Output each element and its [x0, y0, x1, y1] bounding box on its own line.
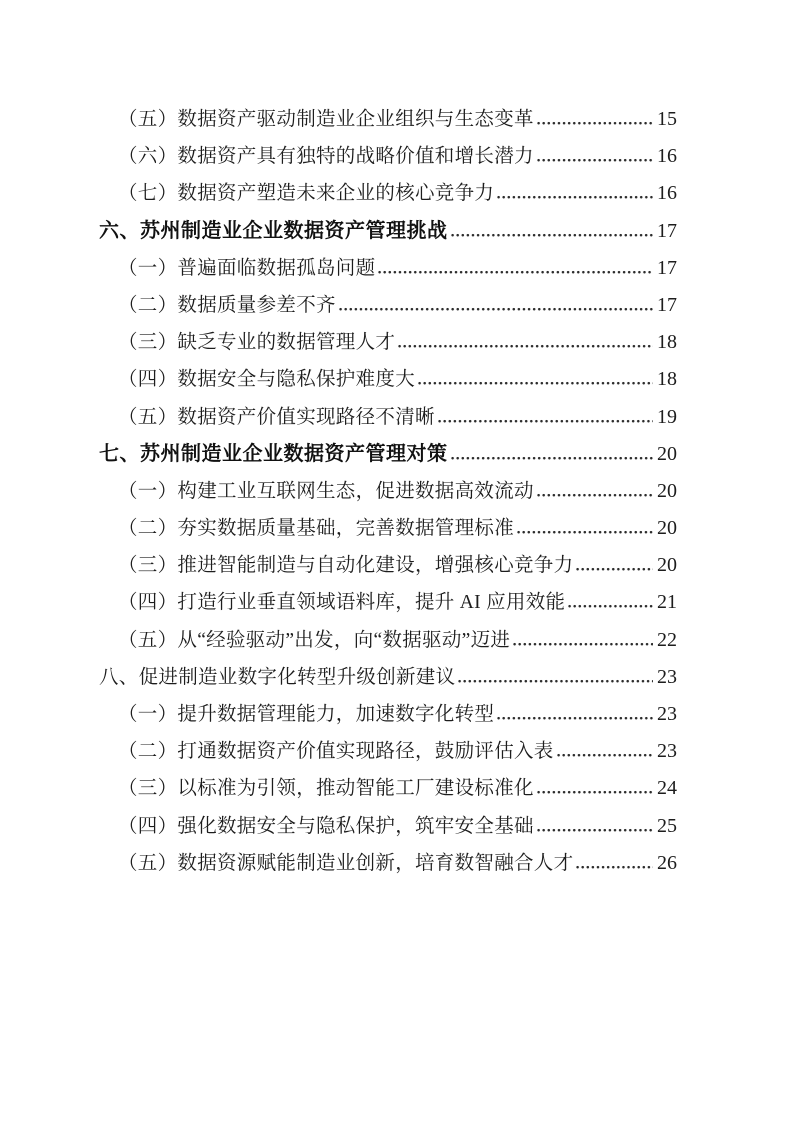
- toc-entry-title: （三）以标准为引领，推动智能工厂建设标准化: [118, 778, 534, 800]
- toc-entry-page: 17: [657, 219, 677, 242]
- toc-entry[interactable]: [0, 845, 794, 882]
- toc-entry[interactable]: [0, 473, 794, 510]
- toc-entry-page: 23: [657, 703, 677, 725]
- toc-entry-page: 25: [657, 814, 677, 837]
- toc-entry-title: （一）构建工业互联网生态，促进数据高效流动: [118, 480, 534, 502]
- dot-leader: [339, 307, 653, 311]
- toc-entry-title: （二）打通数据资产价值实现路径，鼓励评估入表: [118, 741, 554, 763]
- dot-leader: [557, 753, 653, 757]
- toc-entry[interactable]: [0, 101, 794, 138]
- toc-entry-title: （五）从“经验驱动”出发，向“数据驱动”迈进: [118, 629, 511, 651]
- toc-entry-title: （三）缺乏专业的数据管理人才: [118, 332, 396, 354]
- toc-entry-page: 20: [657, 517, 677, 540]
- dot-leader: [497, 716, 653, 720]
- toc-entry[interactable]: [0, 770, 794, 807]
- toc-entry-title: （七）数据资产塑造未来企业的核心竞争力: [118, 183, 495, 205]
- toc-entry[interactable]: [0, 696, 794, 733]
- dot-leader: [537, 158, 653, 162]
- toc-entry[interactable]: [0, 547, 794, 584]
- toc-entry-title: 八、促进制造业数字化转型升级创新建议: [99, 666, 456, 688]
- toc-entry-page: 21: [657, 591, 677, 614]
- toc-entry-page: 22: [657, 628, 677, 651]
- toc-entry-title: （二）数据质量参差不齐: [118, 294, 336, 316]
- toc-entry-title: （四）强化数据安全与隐私保护，筑牢安全基础: [118, 815, 534, 837]
- toc-entry-page: 19: [657, 405, 677, 428]
- toc-entry[interactable]: [0, 584, 794, 621]
- toc-entry-page: 23: [657, 665, 677, 688]
- toc-entry[interactable]: [0, 808, 794, 845]
- toc-entry[interactable]: [0, 250, 794, 287]
- dot-leader: [568, 604, 653, 608]
- toc-entry-page: 18: [657, 331, 677, 354]
- toc-entry-title: （三）推进智能制造与自动化建设，增强核心竞争力: [118, 555, 574, 577]
- dot-leader: [378, 270, 653, 274]
- dot-leader: [576, 865, 653, 869]
- toc-entry-title: （五）数据资产价值实现路径不清晰: [118, 406, 435, 428]
- toc-entry-page: 18: [657, 368, 677, 391]
- toc-entry[interactable]: [0, 733, 794, 770]
- dot-leader: [497, 195, 653, 199]
- dot-leader: [537, 493, 653, 497]
- dot-leader: [438, 419, 653, 423]
- dot-leader: [517, 530, 653, 534]
- toc-entry-title: （六）数据资产具有独特的战略价值和增长潜力: [118, 146, 534, 168]
- toc-entry-page: 24: [657, 777, 677, 800]
- toc-entry-title: 六、苏州制造业企业数据资产管理挑战: [99, 219, 448, 242]
- toc-entry[interactable]: [0, 324, 794, 361]
- toc-entry[interactable]: [0, 399, 794, 436]
- toc-entry-title: （五）数据资产驱动制造业企业组织与生态变革: [118, 109, 534, 130]
- toc-entry-page: 23: [657, 740, 677, 763]
- toc-entry-page: 20: [657, 442, 677, 465]
- toc-entry-page: 20: [657, 479, 677, 502]
- toc-entry-page: 17: [657, 256, 677, 279]
- dot-leader: [398, 344, 653, 348]
- toc-entry-page: 26: [657, 851, 677, 874]
- dot-leader: [513, 642, 653, 646]
- toc-entry[interactable]: [0, 659, 794, 696]
- toc-entry[interactable]: [0, 287, 794, 324]
- dot-leader: [537, 790, 653, 794]
- toc-entry-title: 七、苏州制造业企业数据资产管理对策: [99, 442, 448, 465]
- dot-leader: [576, 567, 653, 571]
- dot-leader: [418, 381, 653, 385]
- toc-entry-title: （一）提升数据管理能力，加速数字化转型: [118, 704, 495, 725]
- toc-entry-page: 15: [657, 108, 677, 130]
- toc-entry[interactable]: [0, 213, 794, 250]
- dot-leader: [537, 828, 653, 832]
- dot-leader: [451, 456, 654, 460]
- toc-entry[interactable]: [0, 138, 794, 175]
- dot-leader: [537, 121, 653, 125]
- toc-entry-title: （四）数据安全与隐私保护难度大: [118, 369, 416, 391]
- dot-leader: [451, 233, 654, 237]
- toc-entry-title: （二）夯实数据质量基础，完善数据管理标准: [118, 518, 515, 540]
- toc-entry-title: （一）普遍面临数据孤岛问题: [118, 257, 376, 279]
- toc-entry-page: 17: [657, 293, 677, 316]
- toc-entry[interactable]: [0, 361, 794, 398]
- toc-entry-title: （五）数据资源赋能制造业创新，培育数智融合人才: [118, 852, 574, 874]
- toc-entry[interactable]: [0, 175, 794, 212]
- toc-entry-page: 16: [657, 182, 677, 205]
- toc-entry-page: 20: [657, 554, 677, 577]
- toc-entry-title: （四）打造行业垂直领域语料库，提升 AI 应用效能: [118, 592, 566, 614]
- toc-entry[interactable]: [0, 510, 794, 547]
- dot-leader: [458, 679, 653, 683]
- toc-entry-page: 16: [657, 145, 677, 168]
- toc-entry[interactable]: [0, 622, 794, 659]
- toc-entry[interactable]: [0, 436, 794, 473]
